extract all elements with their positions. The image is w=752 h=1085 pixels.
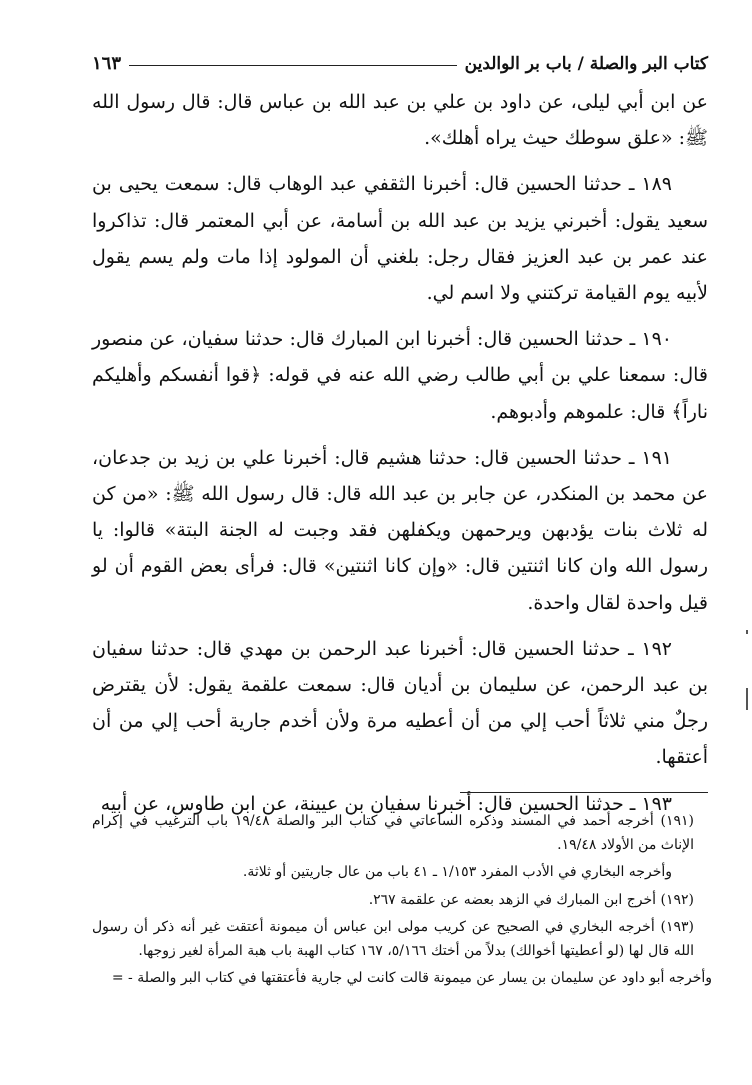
footnote-193: (١٩٣) أخرجه البخاري في الصحيح عن كريب مولى ابن عباس أن ميمونة أعتقت غير أنه ذكر أن رسول الله قال لها (لو أعطيتها أخوالك) بدلاً من أختك ٥/١٦٦، ١٦٧ كتاب الهبة باب هبة المرأة لغير زوجها.	[92, 919, 694, 959]
scan-margin-mark	[746, 630, 748, 634]
scan-margin-mark	[746, 688, 748, 710]
paragraph-continuation: عن ابن أبي ليلى، عن داود بن علي بن عبد الله بن عباس قال: قال رسول الله ﷺ: «علق سوطك حيث يراه أهلك».	[92, 91, 708, 150]
footnote-separator	[460, 792, 708, 793]
footnote-191: (١٩١) أخرجه أحمد في المسند وذكره الساعاتي في كتاب البر والصلة ١٩/٤٨ باب الترغيب في إكرام الإناث من الأولاد ١٩/٤٨.	[92, 813, 694, 853]
hadith-193: ١٩٣ ـ حدثنا الحسين قال: أخبرنا سفيان بن عيينة، عن ابن طاوس، عن أبيه	[100, 792, 672, 815]
hadith-192: ١٩٢ ـ حدثنا الحسين قال: أخبرنا عبد الرحمن بن مهدي قال: حدثنا سفيان بن عبد الرحمن، عن سليمان بن أديان قال: سمعت علقمة يقول: لأن يقترض رجلٌ مني ثلاثاً أحب إلي من أن أعطيه مرة ولأن أخدم جارية أحب إلي من أن أعتقها.	[92, 637, 708, 769]
page-number: ١٦٣	[92, 53, 122, 74]
footnote-191-note: وأخرجه البخاري في الأدب المفرد ١/١٥٣ ـ ٤١ باب من عال جاريتين أو ثلاثة.	[242, 864, 672, 880]
footnotes	[92, 810, 712, 995]
running-header	[92, 44, 708, 74]
hadith-191: ١٩١ ـ حدثنا الحسين قال: حدثنا هشيم قال: أخبرنا علي بن زيد بن جدعان، عن محمد بن المنكدر، عن جابر بن عبد الله قال: قال رسول الله ﷺ: «من كن له ثلاث بنات يؤدبهن ويرحمهن ويكفلهن فقد وجبت له الجنة البتة» قالوا: يا رسول الله وان كانا اثنتين قال: «وإن كانا اثنتين» قال: فرأى بعض القوم أن لو قيل واحدة لقال واحدة.	[92, 446, 708, 614]
hadith-190: ١٩٠ ـ حدثنا الحسين قال: أخبرنا ابن المبارك قال: حدثنا سفيان، عن منصور قال: سمعنا علي بن أبي طالب رضي الله عنه في قوله: ﴿قوا أنفسكم وأهليكم ناراً﴾ قال: علموهم وأدبوهم.	[92, 328, 708, 423]
main-text	[92, 84, 708, 832]
footnote-192: (١٩٢) أخرج ابن المبارك في الزهد بعضه عن علقمة ٢٦٧.	[368, 891, 694, 908]
hadith-189: ١٨٩ ـ حدثنا الحسين قال: أخبرنا الثقفي عبد الوهاب قال: سمعت يحيى بن سعيد يقول: أخبرني يزيد بن عبد الله بن أسامة، عن أبي المعتمر قال: تذاكروا عند عمر بن عبد العزيز فقال رجل: بلغني أن المولود إذا مات ولم يسم يقول لأبيه يوم القيامة تركتني ولا اسم لي.	[92, 173, 708, 305]
footnote-193-note: وأخرجه أبو داود عن سليمان بن يسار عن ميمونة قالت كانت لي جارية فأعتقتها في كتاب البر والصلة - =	[111, 970, 712, 986]
header-rule	[129, 65, 457, 66]
running-title: كتاب البر والصلة / باب بر الوالدين	[464, 54, 708, 74]
